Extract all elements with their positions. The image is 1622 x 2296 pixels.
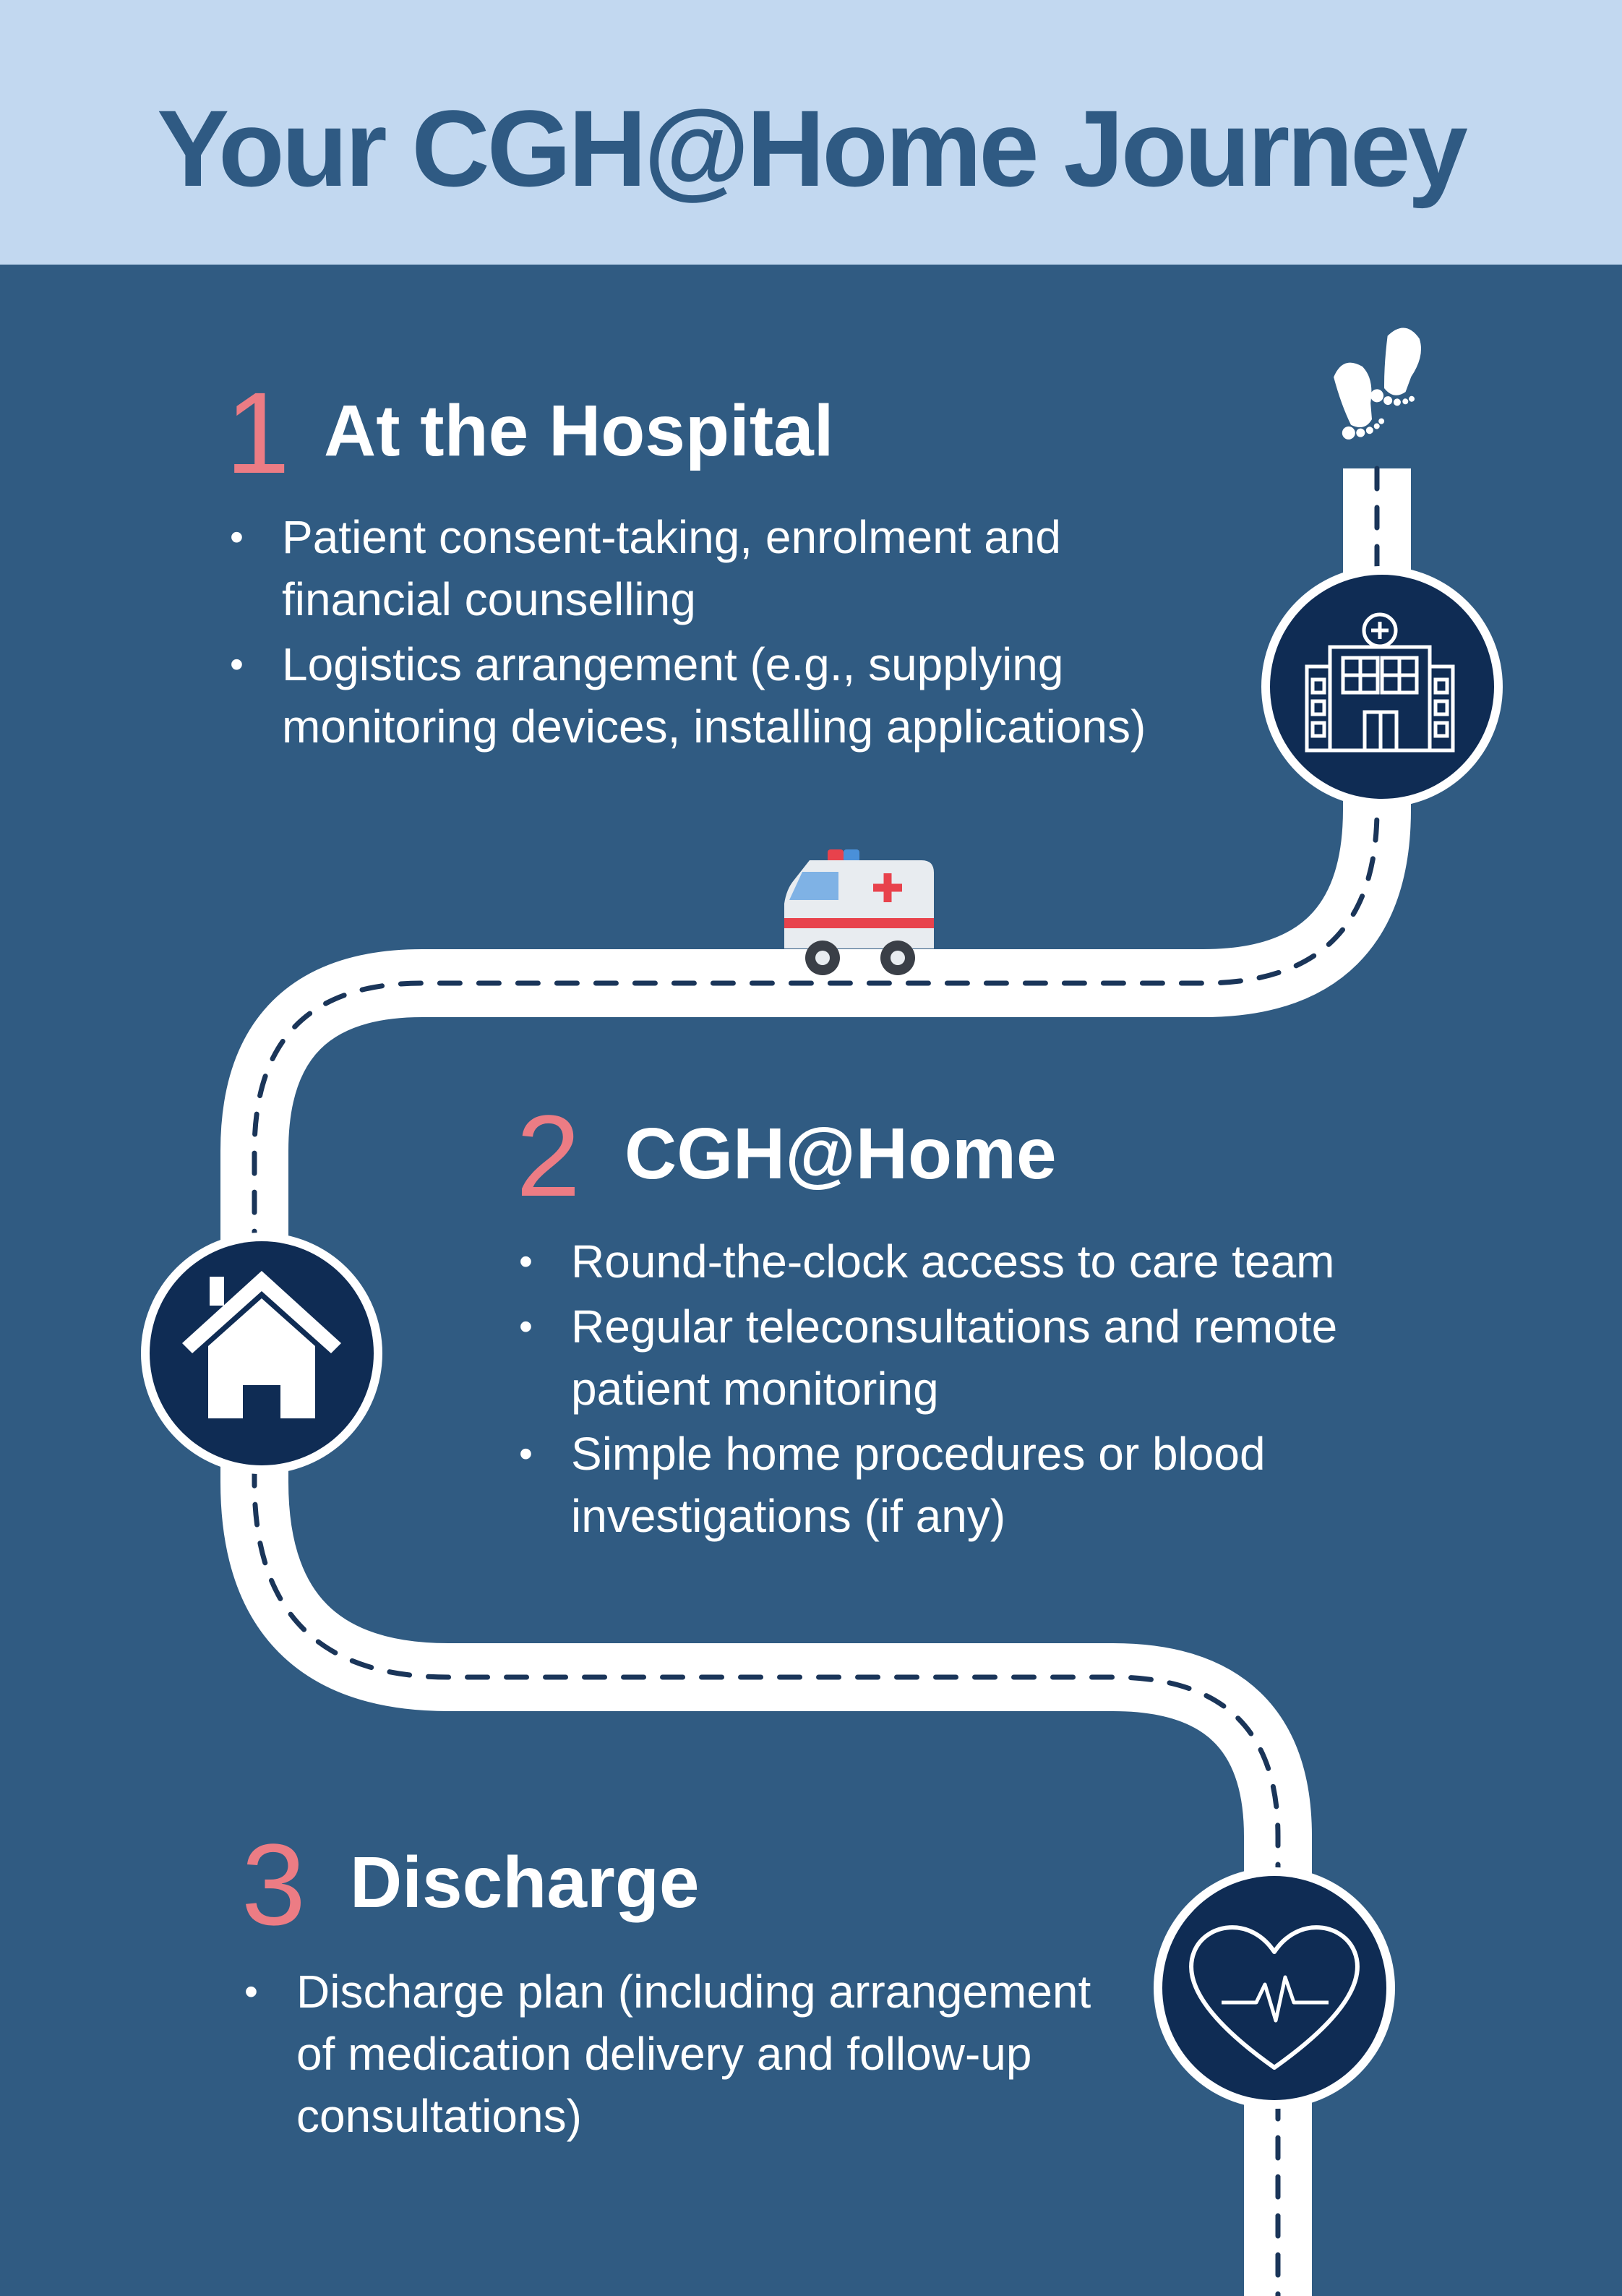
header-banner — [0, 0, 1622, 265]
list-item: • Round-the-clock access to care team — [519, 1230, 1423, 1293]
list-item: • Logistics arrangement (e.g., supplying monitoring devices, installing applications) — [230, 633, 1250, 758]
list-item: • Regular teleconsultations and remote patient monitoring — [519, 1295, 1423, 1420]
step-2-title: CGH@Home — [625, 1113, 1057, 1194]
list-item: • Patient consent-taking, enrolment and financial counselling — [230, 506, 1178, 630]
step-1-number: 1 — [226, 368, 290, 497]
step-3-number: 3 — [241, 1820, 306, 1949]
list-item: • Discharge plan (including arrangement of medication delivery and follow-up consultations) — [244, 1961, 1128, 2147]
house-icon — [141, 1233, 382, 1474]
step-2-bullets — [519, 1230, 1423, 1550]
footprints-icon — [1325, 324, 1427, 442]
step-1-bullets — [230, 506, 1256, 761]
hospital-icon — [1261, 566, 1503, 808]
list-item: • Simple home procedures or blood investigations (if any) — [519, 1423, 1423, 1547]
page-title: Your CGH@Home Journey — [157, 87, 1465, 209]
heart-rate-icon — [1154, 1867, 1395, 2109]
step-3-bullets — [244, 1961, 1112, 2150]
journey-canvas — [0, 265, 1622, 2296]
step-3-title: Discharge — [350, 1842, 700, 1923]
step-1-title: At the Hospital — [324, 390, 834, 471]
step-2-number: 2 — [516, 1091, 580, 1220]
